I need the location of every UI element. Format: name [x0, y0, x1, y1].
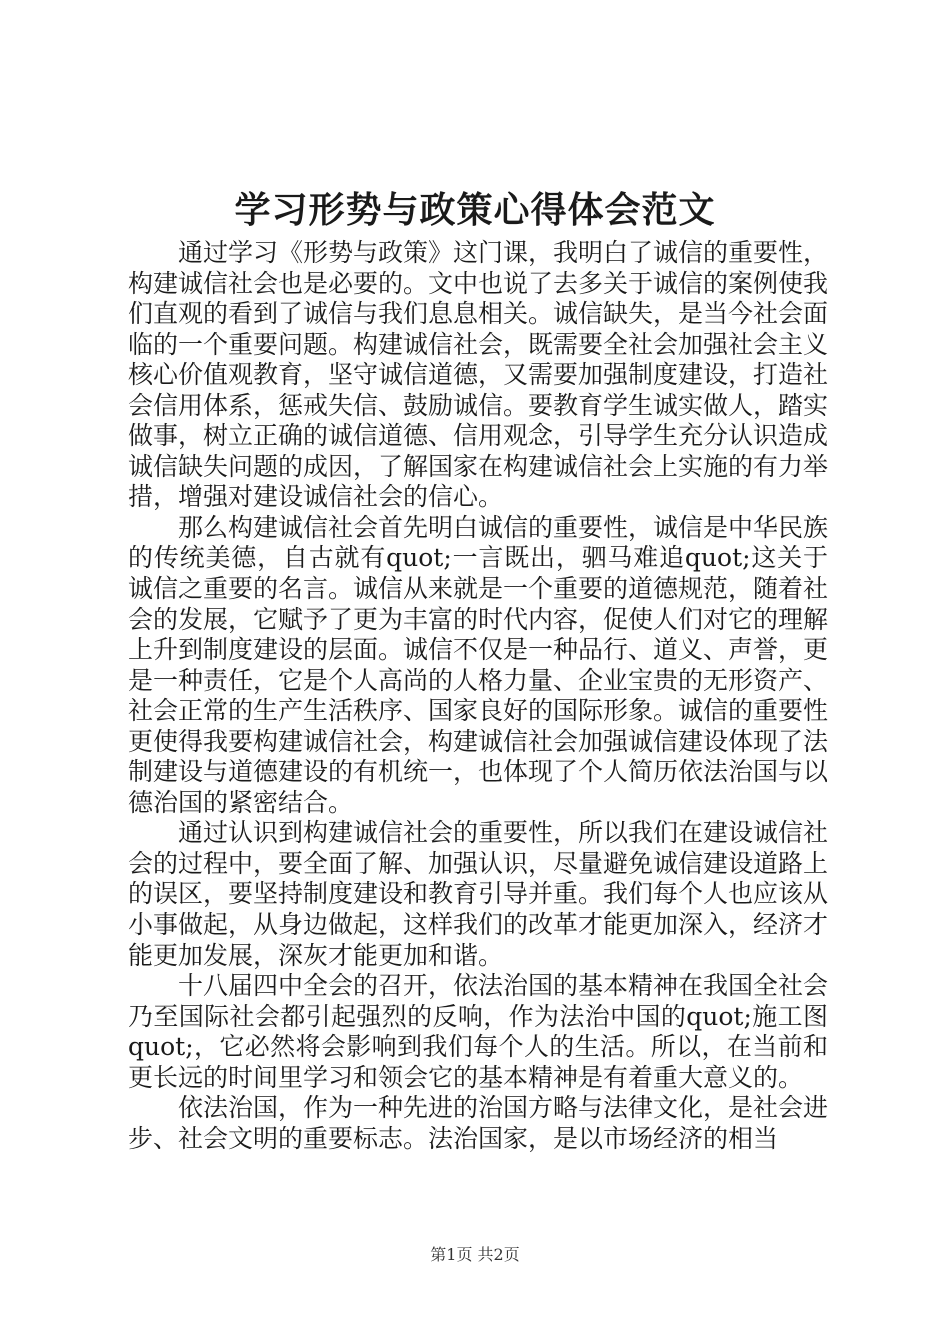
- paragraph-5: 依法治国，作为一种先进的治国方略与法律文化，是社会进步、社会文明的重要标志。法治国家，是以市场经济的相当: [128, 1093, 829, 1153]
- document-body: [128, 238, 828, 1154]
- document-title: 学习形势与政策心得体会范文: [234, 189, 716, 231]
- paragraph-2: 那么构建诚信社会首先明白诚信的重要性，诚信是中华民族的传统美德，自古就有quot;一言既出，驷马难追quot;这关于诚信之重要的名言。诚信从来就是一个重要的道德规范，随着社会的发展，它赋予了更为丰富的时代内容，促使人们对它的理解上升到制度建设的层面。诚信不仅是一种品行、道义、声誉，更是一种责任，它是个人高尚的人格力量、企业宝贵的无形资产、社会正常的生产生活秩序、国家良好的国际形象。诚信的重要性更使得我要构建诚信社会，构建诚信社会加强诚信建设体现了法制建设与道德建设的有机统一，也体现了个人简历依法治国与以德治国的紧密结合。: [128, 512, 829, 817]
- paragraph-1: 通过学习《形势与政策》这门课，我明白了诚信的重要性，构建诚信社会也是必要的。文中也说了去多关于诚信的案例使我们直观的看到了诚信与我们息息相关。诚信缺失，是当今社会面临的一个重要问题。构建诚信社会，既需要全社会加强社会主义核心价值观教育，坚守诚信道德，又需要加强制度建设，打造社会信用体系，惩戒失信、鼓励诚信。要教育学生诚实做人，踏实做事，树立正确的诚信道德、信用观念，引导学生充分认识造成诚信缺失问题的成因，了解国家在构建诚信社会上实施的有力举措，增强对建设诚信社会的信心。: [128, 238, 829, 512]
- paragraph-3: 通过认识到构建诚信社会的重要性，所以我们在建设诚信社会的过程中，要全面了解、加强认识，尽量避免诚信建设道路上的误区，要坚持制度建设和教育引导并重。我们每个人也应该从小事做起，从身边做起，这样我们的改革才能更加深入，经济才能更加发展，深灰才能更加和谐。: [128, 818, 829, 970]
- page-number-footer: 第1页 共2页: [430, 1245, 520, 1264]
- paragraph-4: 十八届四中全会的召开，依法治国的基本精神在我国全社会乃至国际社会都引起强烈的反响，作为法治中国的quot;施工图quot;，它必然将会影响到我们每个人的生活。所以，在当前和更长远的时间里学习和领会它的基本精神是有着重大意义的。: [128, 971, 829, 1092]
